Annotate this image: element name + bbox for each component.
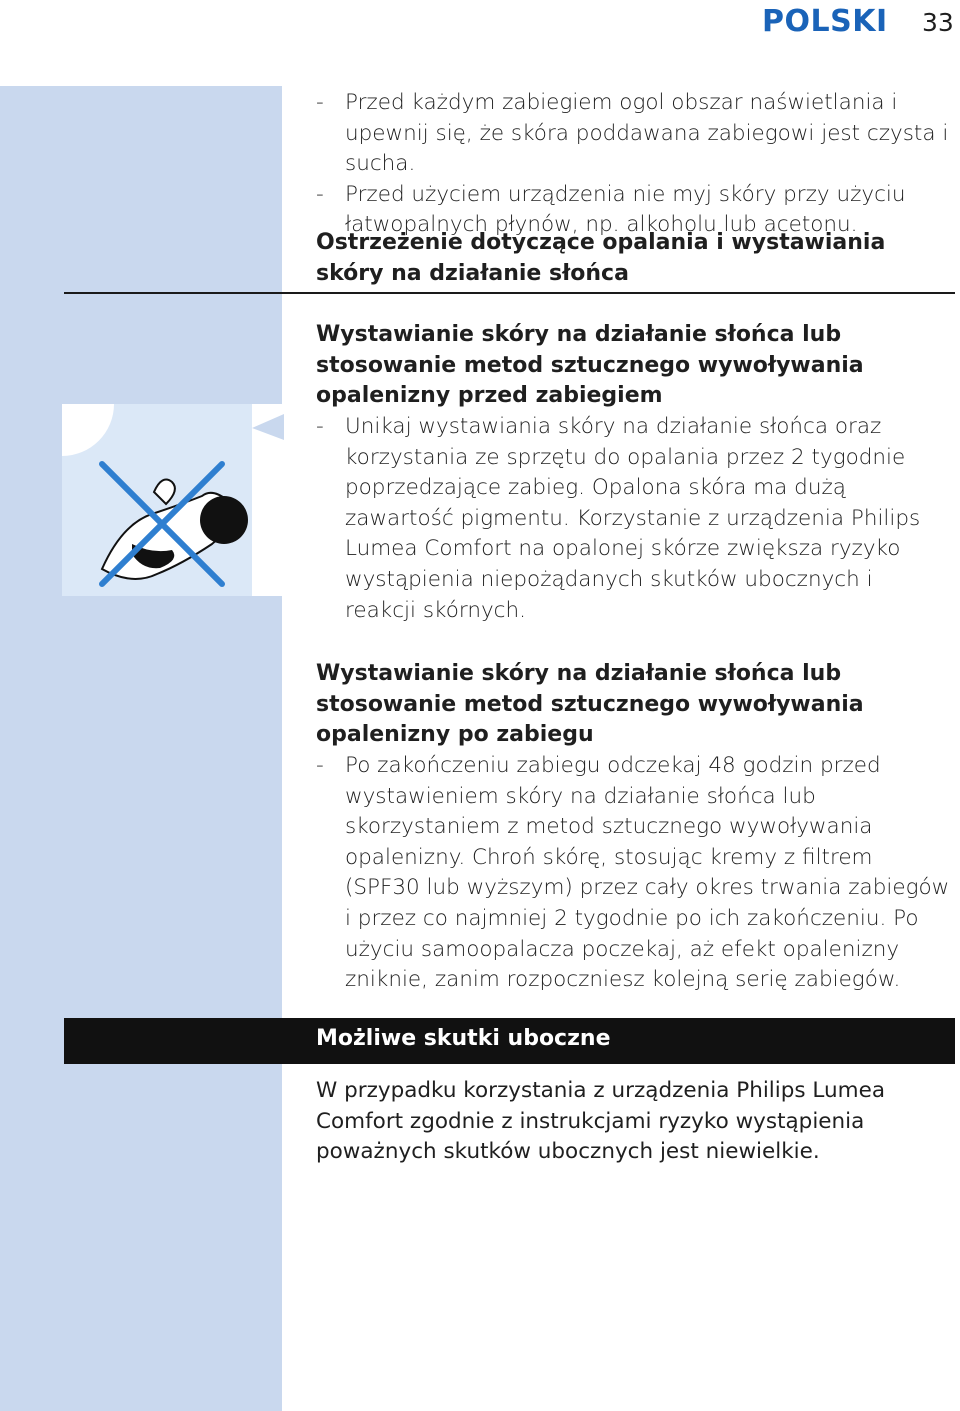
section-divider: [64, 292, 955, 294]
after-list: [316, 751, 950, 996]
before-heading: Wystawianie skóry na działanie słońca lub stosowanie metod sztucznego wywoływania opalenizny przed zabiegiem: [316, 322, 864, 409]
list-item: - Unikaj wystawiania skóry na działanie słońca oraz korzystania ze sprzętu do opalania przez 2 tygodnie poprzedzające zabieg. Opalona skóra ma dużą zawartość pigmentu. Korzystanie z urządzenia Philips Lumea Comfort na opalonej skórze zwiększa ryzyko wystąpienia niepożądanych skutków ubocznych i reakcji skórnych.: [316, 414, 921, 623]
before-list: [316, 412, 950, 626]
page-number: 33: [922, 8, 954, 37]
precaution-list: [316, 88, 950, 241]
side-effects-heading: Możliwe skutki uboczne: [316, 1026, 611, 1051]
side-effects-paragraph: W przypadku korzystania z urządzenia Philips Lumea Comfort zgodnie z instrukcjami ryzyko wystąpienia poważnych skutków ubocznych jest niewielkie.: [316, 1078, 885, 1165]
list-item: - Przed użyciem urządzenia nie myj skóry przy użyciu łatwopalnych płynów, np. alkoholu lub acetonu.: [316, 181, 906, 238]
list-item: - Przed każdym zabiegiem ogol obszar naświetlania i upewnij się, że skóra poddawana zabiegowi jest czysta i sucha.: [316, 90, 949, 177]
section-heading: Ostrzeżenie dotyczące opalania i wystawiania skóry na działanie słońca: [316, 230, 886, 286]
sunbathing-prohibited-icon: [62, 404, 284, 596]
after-heading: Wystawianie skóry na działanie słońca lub stosowanie metod sztucznego wywoływania opalenizny po zabiegu: [316, 661, 864, 748]
list-item: - Po zakończeniu zabiegu odczekaj 48 godzin przed wystawieniem skóry na działanie słońca lub skorzystaniem z metod sztucznego wywoływania opalenizny. Chroń skórę, stosując kremy z filtrem (SPF30 lub wyższym) przez cały okres trwania zabiegów i przez co najmniej 2 tygodnie po ich zakończeniu. Po użyciu samoopalacza poczekaj, aż efekt opalenizny zniknie, zanim rozpoczniesz kolejną serię zabiegów.: [316, 753, 950, 993]
side-effects-bar: [64, 1018, 955, 1064]
language-label: POLSKI: [762, 4, 888, 39]
sidebar-panel: [0, 86, 282, 1411]
